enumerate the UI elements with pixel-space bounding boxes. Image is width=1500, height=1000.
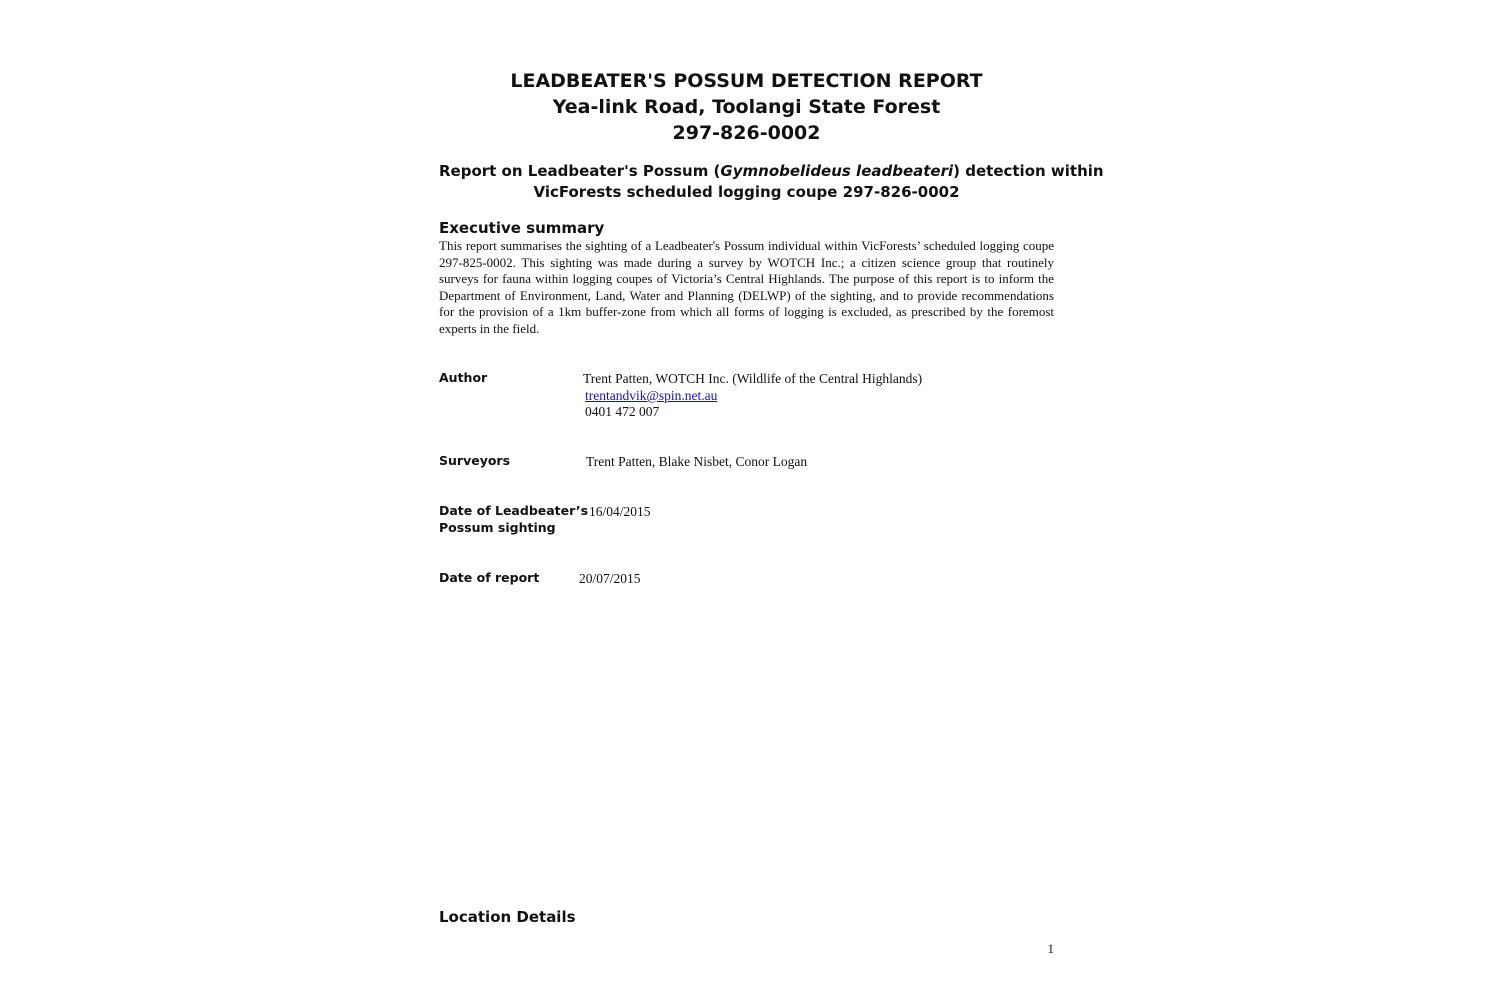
sighting-date-label-line-1: Date of Leadbeater’s xyxy=(439,503,589,518)
subtitle-line-2: VicForests scheduled logging coupe 297-826-0002 xyxy=(533,183,960,201)
sighting-date-label-line-2: Possum sighting xyxy=(439,520,556,535)
location-details-heading: Location Details xyxy=(439,908,576,926)
title-line-2: Yea-link Road, Toolangi State Forest xyxy=(552,96,941,118)
report-title xyxy=(439,68,1054,146)
executive-summary-heading: Executive summary xyxy=(439,219,605,237)
report-date-label: Date of report xyxy=(439,570,540,585)
report-subtitle xyxy=(439,161,1104,203)
author-name: Trent Patten, WOTCH Inc. (Wildlife of the Central Highlands) xyxy=(583,371,923,386)
subtitle-part-1: Report on Leadbeater's Possum ( xyxy=(439,162,721,180)
author-label: Author xyxy=(439,370,488,385)
surveyors-label: Surveyors xyxy=(439,453,511,468)
subtitle-part-2: ) detection within xyxy=(953,162,1104,180)
surveyors-value: Trent Patten, Blake Nisbet, Conor Logan xyxy=(586,454,808,469)
title-line-3: 297-826-0002 xyxy=(672,122,821,144)
sighting-date-value: 16/04/2015 xyxy=(589,504,651,519)
subtitle-line-1 xyxy=(439,161,1104,182)
executive-summary-text: This report summarises the sighting of a Leadbeater's Possum individual within VicForests’ scheduled logging coupe 297-825-0002. This sighting was made during a survey by WOTCH Inc.; a citizen science group that routinely surveys for fauna within logging coupes of Victoria’s Central Highlands. The purpose of this report is to inform the Department of Environment, Land, Water and Planning (DELWP) of the sighting, and to provide recommendations for the provision of a 1km buffer-zone from which all forms of logging is excluded, as prescribed by the foremost experts in the field. xyxy=(439,238,1054,336)
page-number: 1 xyxy=(1047,941,1054,956)
species-name: Gymnobelideus leadbeateri xyxy=(720,162,954,180)
title-line-1: LEADBEATER'S POSSUM DETECTION REPORT xyxy=(510,70,983,92)
report-date-value: 20/07/2015 xyxy=(579,571,641,586)
author-email-link[interactable]: trentandvik@spin.net.au xyxy=(585,388,718,403)
author-phone: 0401 472 007 xyxy=(585,404,660,419)
